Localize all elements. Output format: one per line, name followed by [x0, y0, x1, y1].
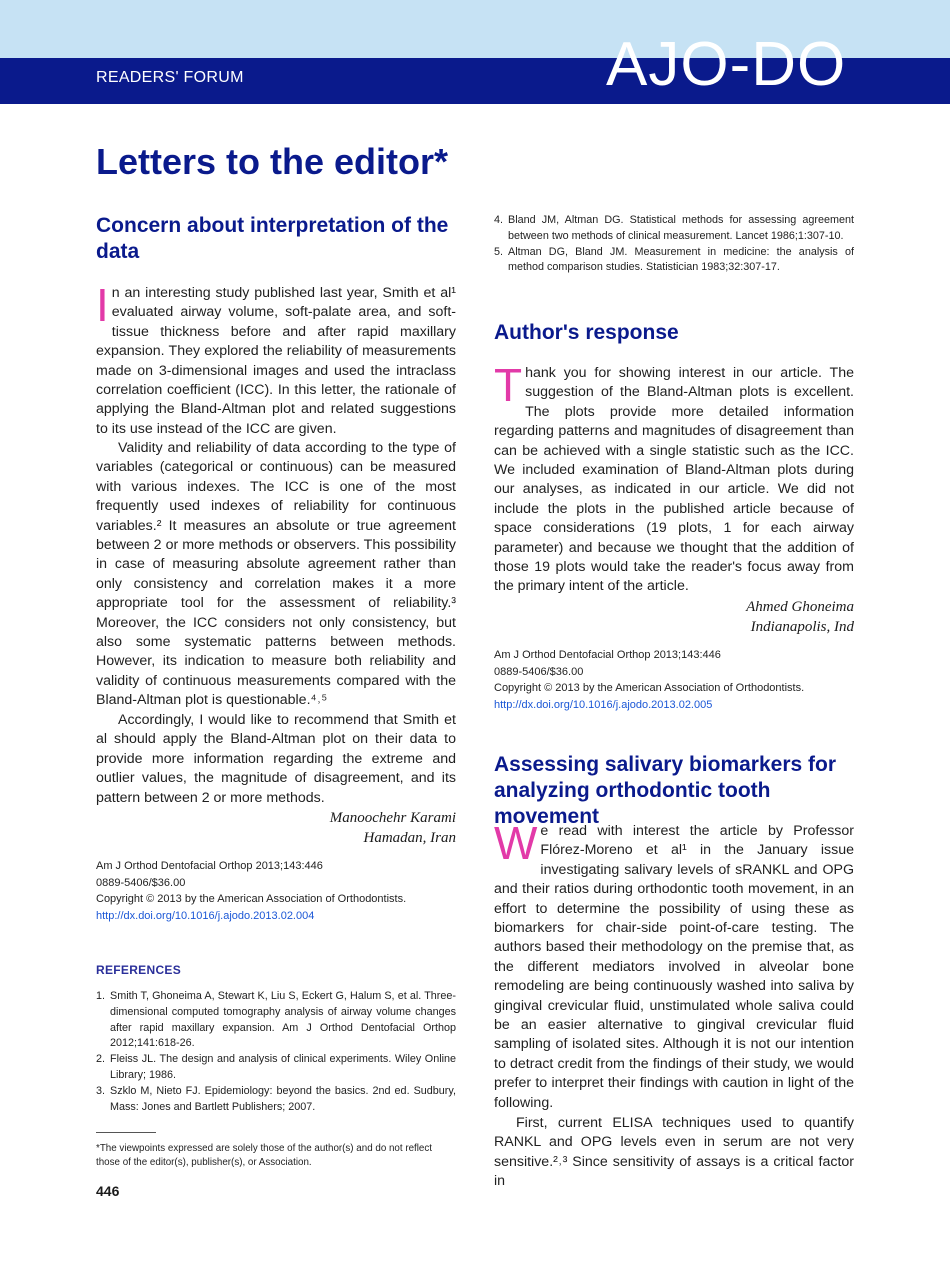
- footnote-rule: [96, 1132, 156, 1133]
- page-title: Letters to the editor*: [96, 141, 449, 182]
- response-author: Ahmed Ghoneima: [746, 599, 854, 615]
- reference-list-right: [494, 213, 854, 276]
- reference-item: 5. Altman DG, Bland JM. Measurement in medicine: the analysis of method comparison studies. Statistician 1983;32:307-17.: [494, 245, 854, 274]
- copyright: Copyright © 2013 by the American Association of Orthodontists.: [96, 893, 407, 906]
- copyright: Copyright © 2013 by the American Association of Orthodontists.: [494, 682, 805, 695]
- letter1-paragraph-1: In an interesting study published last year, Smith et al¹ evaluated airway volume, soft-palate area, and soft-tissue thickness before and after rapid maxillary expansion. They explored the reliability of measurements made on 3-dimensional images and used the intraclass correlation coefficient (ICC). In this letter, the rationale of applying the Bland-Altman plot and related suggestions to its use instead of the ICC are given.: [96, 279, 456, 437]
- letter1-paragraph-2: Validity and reliability of data according to the type of variables (categorical or continuous) can be measured with various indexes. The ICC is one of the most frequently used indexes of reliability for continuous variables.² It measures an absolute or true agreement between 2 or more methods or observers. This possibility in case of measuring absolute agreement rather than only consistency and correlation makes it a more appropriate tool for the assessment of reliability.³ Moreover, the ICC considers not only consistency, but also some systematic patterns between methods. However, its indication to measure both reliability and validity of continuous measurements compared with the Bland-Altman plot is questionable.⁴˒⁵: [96, 440, 456, 709]
- section-label: READERS' FORUM: [96, 69, 244, 86]
- response-meta: [494, 647, 854, 713]
- letter1-paragraph-3: Accordingly, I would like to recommend that Smith et al should apply the Bland-Altman plot on their data to provide more information regarding the extreme and outlier values, the magnitude of disagreement, and its pattern between 2 or more methods.: [96, 712, 456, 806]
- citation: Am J Orthod Dentofacial Orthop 2013;143:446: [494, 649, 721, 661]
- journal-logo: AJO-DO: [606, 30, 847, 99]
- dropcap: I: [96, 279, 109, 331]
- letter2-title: Assessing salivary biomarkers for analyzing orthodontic tooth movement: [494, 753, 837, 828]
- doi-link[interactable]: http://dx.doi.org/10.1016/j.ajodo.2013.02.004: [96, 909, 315, 922]
- citation: Am J Orthod Dentofacial Orthop 2013;143:446: [96, 860, 323, 872]
- letter1-location: Hamadan, Iran: [363, 830, 456, 846]
- page-number: 446: [96, 1183, 120, 1199]
- letter1-meta: [96, 858, 456, 924]
- letter2-paragraph-2: First, current ELISA techniques used to quantify RANKL and OPG levels even in serum are not very sensitive.²˒³ Since sensitivity of assays is a critical factor in: [494, 1115, 854, 1190]
- footnote: *The viewpoints expressed are solely those of the author(s) and do not reflect those of the editor(s), publisher(s), or Association.: [96, 1143, 433, 1168]
- dropcap: T: [494, 359, 523, 411]
- issn: 0889-5406/$36.00: [494, 665, 584, 678]
- dropcap: W: [494, 817, 538, 869]
- letter1-title: Concern about interpretation of the data: [96, 214, 449, 263]
- issn: 0889-5406/$36.00: [96, 876, 186, 889]
- letter2-paragraph-1: We read with interest the article by Professor Flórez-Moreno et al¹ in the January issue investigating salivary levels of sRANKL and OPG and their ratios during orthodontic tooth movement, in an effort to determine the possibility of using these as biomarkers for chair-side point-of-care testing. The authors based their methodology on the premise that, as the different mediators involved in alveolar bone remodeling are being continuously washed into saliva by gingival crevicular fluid, unstimulated whole saliva could be an easier alternative to gingival crevicular fluid sampling of isolated sites. Although it is not our intention to detract credit from the findings of their study, we would prefer to interpret their findings with caution in light of the following.: [494, 817, 854, 1111]
- letter1-author: Manoochehr Karami: [329, 810, 456, 826]
- references-heading: REFERENCES: [96, 963, 182, 977]
- response-location: Indianapolis, Ind: [750, 619, 854, 635]
- doi-link[interactable]: http://dx.doi.org/10.1016/j.ajodo.2013.02.005: [494, 698, 713, 711]
- reference-list-left: [96, 989, 456, 1115]
- reference-item: 1. Smith T, Ghoneima A, Stewart K, Liu S, Eckert G, Halum S, et al. Three-dimensional computed tomography analysis of airway volume changes after rapid maxillary expansion. Am J Orthod Dentofacial Orthop 2012;141:618-26.: [96, 990, 456, 1050]
- reference-item: 2. Fleiss JL. The design and analysis of clinical experiments. Wiley Online Library; 1986.: [96, 1053, 456, 1081]
- reference-item: 4. Bland JM, Altman DG. Statistical methods for assessing agreement between two methods of clinical measurement. Lancet 1986;1:307-10.: [494, 214, 854, 242]
- response-title: Author's response: [494, 321, 679, 344]
- reference-item: 3. Szklo M, Nieto FJ. Epidemiology: beyond the basics. 2nd ed. Sudbury, Mass: Jones and Bartlett Publishers; 2007.: [96, 1084, 456, 1113]
- response-paragraph: Thank you for showing interest in our article. The suggestion of the Bland-Altman plots is excellent. The plots provide more detailed information regarding patterns and magnitudes of disagreement than can be achieved with a single statistic such as the ICC. We included examination of Bland-Altman plots during our analyses, as indicated in our article. We did not include the plots in the published article because of space considerations (19 plots, 1 for each airway parameter) and because we thought that the addition of those 19 plots would take the reader's focus away from the primary intent of the article.: [494, 359, 854, 595]
